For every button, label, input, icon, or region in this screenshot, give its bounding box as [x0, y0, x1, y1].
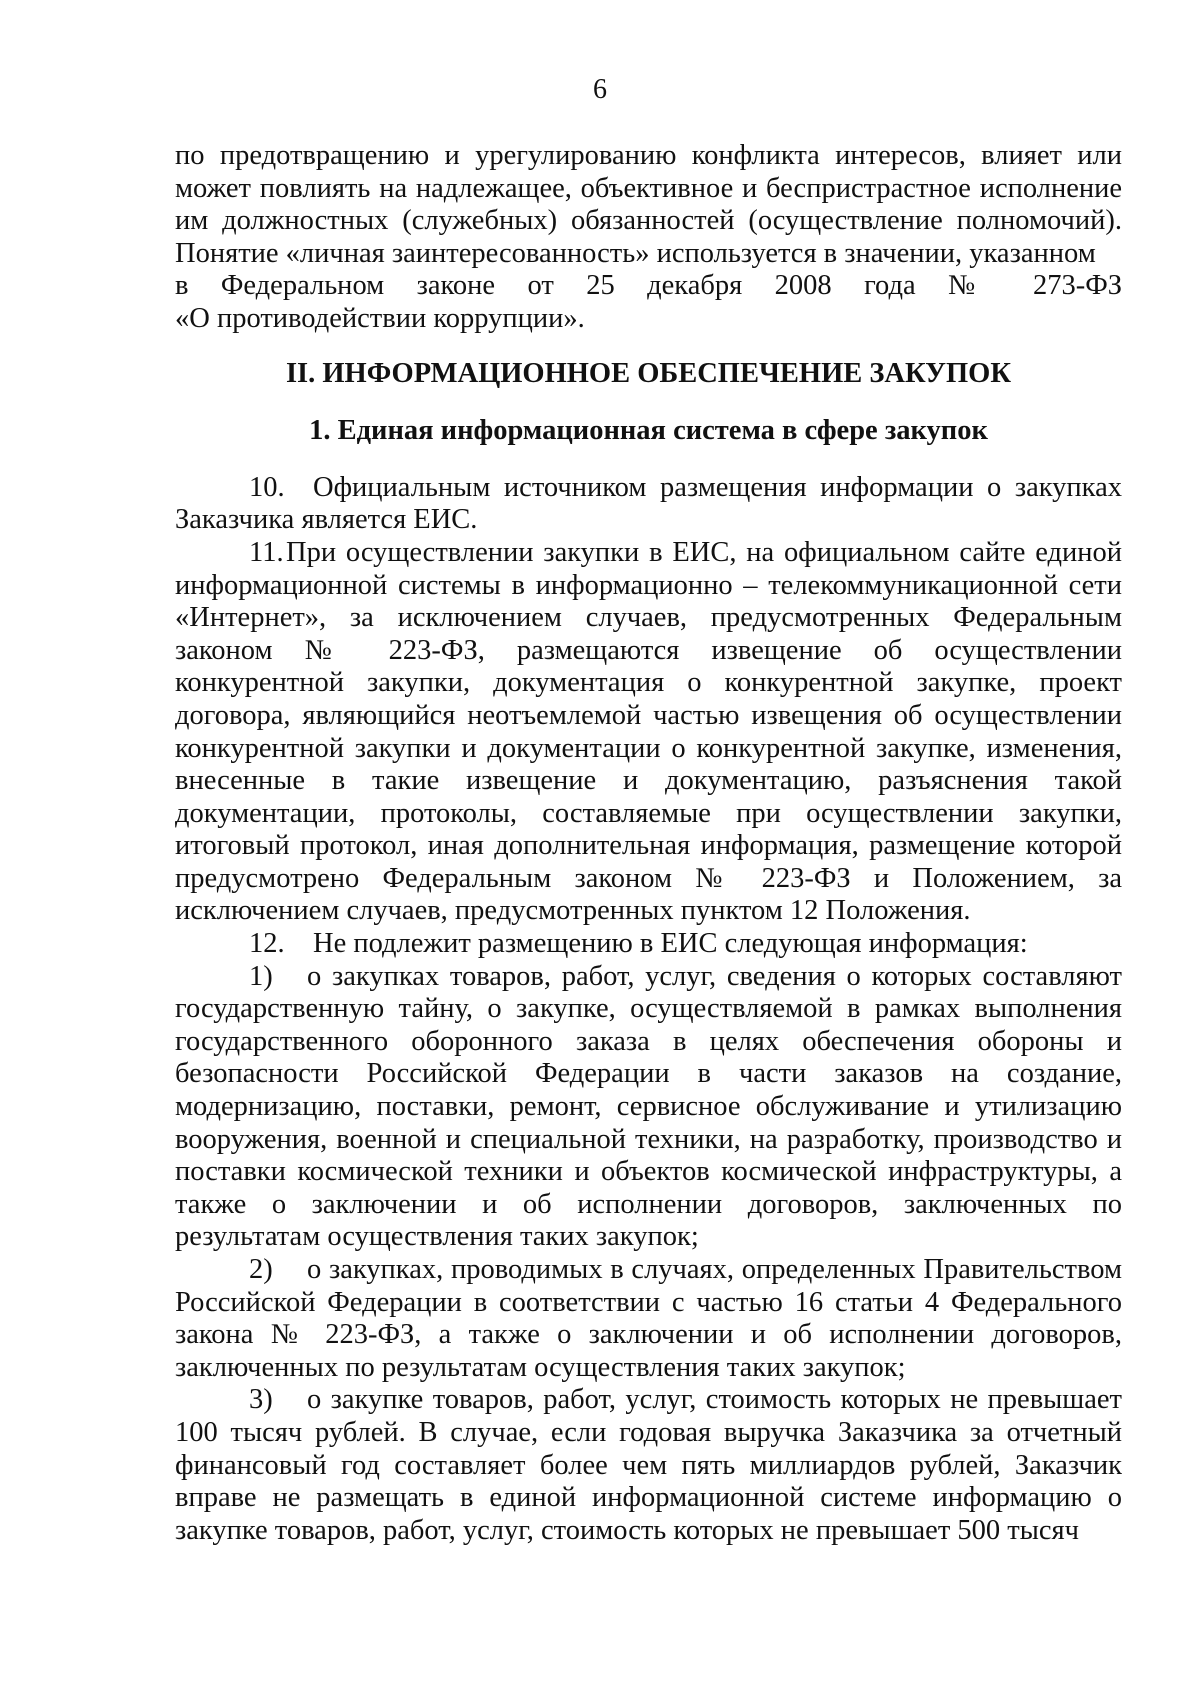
- intro-paragraph-part2: в Федеральном законе от 25 декабря 2008 года № 273-ФЗ: [175, 270, 1122, 302]
- paragraph-12-number: 12.: [249, 928, 285, 960]
- subitem-3: [175, 1384, 1122, 1547]
- subitem-1-text: о закупках товаров, работ, услуг, сведения о которых составляют государственную тайну, о закупке, осуществляемой в рамках выполнения государственного оборонного заказа в целях обеспечения обороны и безопасности Российской Федерации в части заказов на создание, модернизацию, поставки, ремонт, сервисное обслуживание и утилизацию вооружения, военной и специальной техники, на разработку, производство и поставки космической техники и объектов космической инфраструктуры, а также о заключении и об исполнении договоров, заключенных по результатам осуществления таких закупок;: [175, 960, 1122, 1253]
- subitem-3-number: 3): [249, 1384, 273, 1416]
- intro-paragraph-part3: «О противодействии коррупции».: [175, 302, 585, 334]
- section-title: II. ИНФОРМАЦИОННОЕ ОБЕСПЕЧЕНИЕ ЗАКУПОК: [285, 357, 1012, 389]
- paragraph-10-text: Официальным источником размещения информации о закупках Заказчика является ЕИС.: [175, 471, 1122, 536]
- subitem-1-number: 1): [249, 960, 273, 992]
- paragraph-12-text: Не подлежит размещению в ЕИС следующая информация:: [313, 928, 1028, 960]
- subitem-1: [175, 961, 1122, 1254]
- document-body: [175, 140, 1122, 1547]
- page-number: 6: [593, 74, 607, 105]
- subitem-2-number: 2): [249, 1254, 273, 1285]
- subitem-3-text: о закупке товаров, работ, услуг, стоимость которых не превышает 100 тысяч рублей. В случае, если годовая выручка Заказчика за отчетный финансовый год составляет более чем пять миллиардов рублей, Заказчик вправе не размещать в единой информационной системе информацию о закупке товаров, работ, услуг, стоимость которых не превышает 500 тысяч: [175, 1384, 1122, 1546]
- paragraph-11-number: 11.: [249, 536, 284, 568]
- subsection-title: 1. Единая информационная система в сфере закупок: [309, 415, 988, 447]
- paragraph-12: [175, 928, 1122, 961]
- paragraph-11-text: При осуществлении закупки в ЕИС, на официальном сайте единой информационной системы в информационно – телекоммуникационной сети «Интернет», за исключением случаев, предусмотренных Федеральным законом № 223-ФЗ, размещаются извещение об осуществлении конкурентной закупки, документация о конкурентной закупке, проект договора, являющийся неотъемлемой частью извещения об осуществлении конкурентной закупки и документации о конкурентной закупке, изменения, внесенные в такие извещение и документацию, разъяснения такой документации, протоколы, составляемые при осуществлении закупки, итоговый протокол, иная дополнительная информация, размещение которой предусмотрено Федеральным законом № 223-ФЗ и Положением, за исключением случаев, предусмотренных пунктом 12 Положения.: [175, 536, 1122, 927]
- paragraph-10-number: 10.: [249, 471, 285, 503]
- paragraph-10: [175, 472, 1122, 537]
- intro-paragraph-part1: по предотвращению и урегулированию конфликта интересов, влияет или может повлиять на надлежащее, объективное и беспристрастное исполнение им должностных (служебных) обязанностей (осуществление полномочий). Понятие «личная заинтересованность» используется в значении, указанном: [175, 140, 1122, 269]
- paragraph-11: [175, 537, 1122, 928]
- subitem-2-text: о закупках, проводимых в случаях, определенных Правительством Российской Федерации в соответствии с частью 16 статьи 4 Федерального закона № 223-ФЗ, а также о заключении и об исполнении договоров, заключенных по результатам осуществления таких закупок;: [175, 1254, 1122, 1383]
- subitem-2: [175, 1254, 1122, 1384]
